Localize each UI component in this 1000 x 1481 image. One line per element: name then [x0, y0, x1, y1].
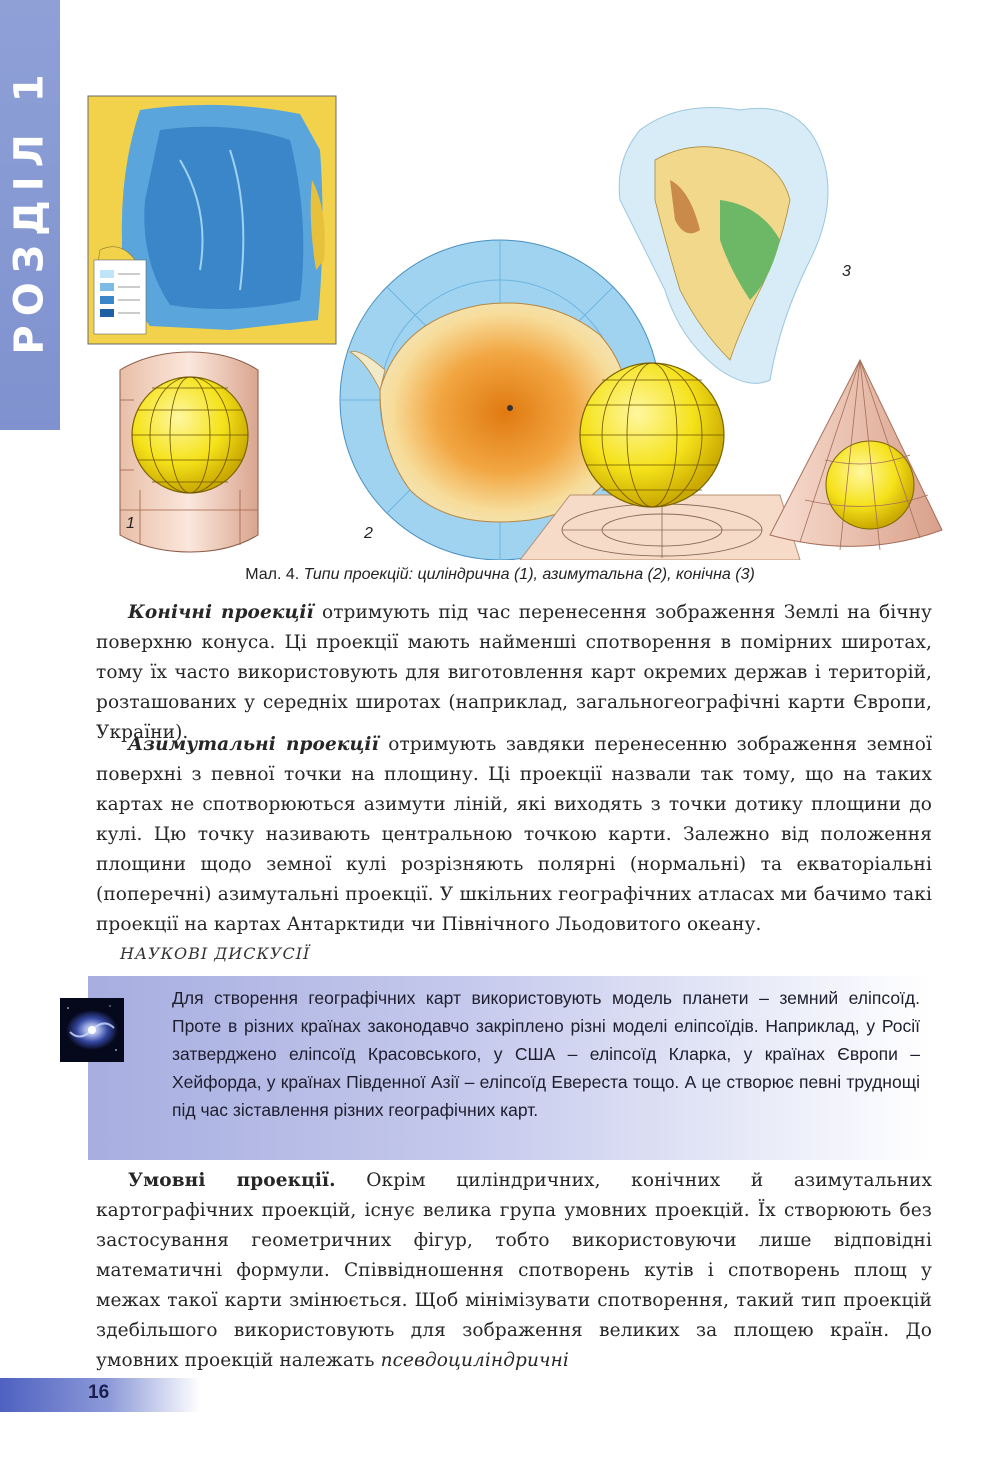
paragraph-conventional-projections — [96, 1166, 932, 1376]
paragraph-tail: псевдоциліндричні — [380, 1350, 569, 1371]
section-tab — [0, 0, 60, 430]
section-label: РОЗДІЛ 1 — [7, 65, 54, 355]
galaxy-icon — [60, 998, 124, 1062]
projection-figure — [80, 90, 980, 560]
paragraph-azimuthal-projections — [96, 730, 932, 940]
cylindrical-projection-illustration — [120, 352, 258, 552]
paragraph-text: Окрім циліндричних, конічних й азимутальних картографічних проекцій, існує велика група умовних проекцій. Їх створюють без застосування геометричних фігур, тобто використовуючи лише відповідні математичні формули. Співвідношення спотворень кутів і спотворень площ у межах такої карти змінюється. Щоб мінімізувати спотворення, такий тип проекцій здебільшого використовують для зображення великих за площею країн. До умовних проекцій належать — [96, 1170, 933, 1371]
caption-prefix: Мал. 4. — [245, 566, 300, 583]
term-conventional-projections: Умовні проекції. — [128, 1170, 336, 1191]
term-azimuthal-projections: Азимутальні проекції — [128, 734, 379, 755]
conical-projection-illustration — [770, 360, 942, 550]
section-heading-scientific-discussions: НАУКОВІ ДИСКУСІЇ — [120, 944, 311, 963]
paragraph-text: отримують під час перенесення зображення Землі на бічну поверхню конуса. Ці проекції мають найменші спотворення в помірних широтах, тому їх часто використовують для виготовлення карт окремих держав і територій, розташованих у середніх широтах (наприклад, загальногеографічні карти Європи, України). — [96, 602, 932, 743]
paragraph-text: отримують завдяки перенесенню зображення земної поверхні з певної точки на площину. Ці проекції назвали так тому, що на таких картах не спотворюються азимути ліній, які виходять з точки дотику площини до кулі. Цю точку називають центральною точкою карти. Залежно від положення площини щодо земної кулі розрізняють полярні (нормальні) та екваторіальні (поперечні) азимутальні проекції. У шкільних географічних атласах ми бачимо такі проекції на картах Антарктиди чи Північного Льодовитого океану. — [96, 734, 933, 935]
figure-marker-1: 1 — [126, 515, 135, 532]
discussion-text: Для створення географічних карт використовують модель планети – земний еліпсоїд. Проте в різних країнах законодавчо закріплено різні моделі еліпсоїдів. Наприклад, у Росії затверджено еліпсоїд Красовського, у США – еліпсоїд Кларка, у країнах Європи – Хейфорда, у країнах Південної Азії – еліпсоїд Евереста тощо. А це створює певні труднощі під час зіставлення різних географічних карт. — [172, 988, 920, 1120]
pacific-ocean-map — [88, 96, 336, 344]
north-america-map — [619, 108, 828, 384]
term-conic-projections: Конічні проекції — [128, 602, 314, 623]
caption-text: Типи проекцій: циліндрична (1), азимутальна (2), конічна (3) — [303, 566, 755, 583]
figure-caption — [0, 566, 1000, 584]
figure-marker-2: 2 — [364, 525, 373, 542]
figure-marker-3: 3 — [842, 263, 851, 280]
paragraph-conic-projections — [96, 598, 932, 748]
page-number: 16 — [88, 1382, 110, 1403]
